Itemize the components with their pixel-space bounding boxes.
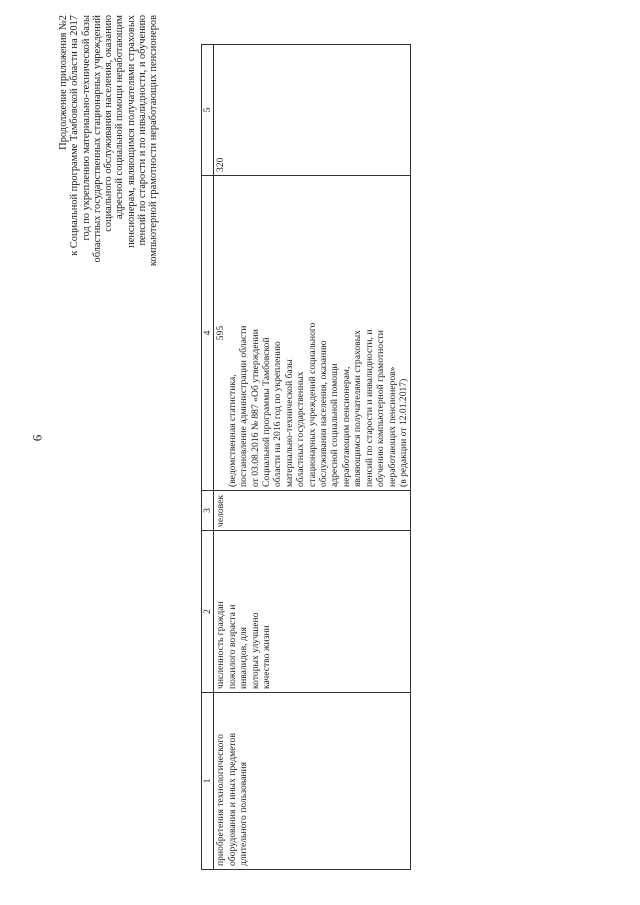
column-header: 5: [202, 45, 214, 176]
cell-line: качество жизни: [261, 625, 273, 689]
cell-line: длительного пользования: [238, 761, 250, 866]
appendix-heading: [58, 15, 160, 555]
cell-line: (в редакции от 12.01.2017): [397, 378, 409, 487]
column-header: 1: [202, 693, 214, 870]
cell-line: от 03.08.2016 № 887 «Об утверждении: [249, 329, 261, 487]
heading-line: социального обслуживания населения, оказанию: [103, 15, 115, 232]
heading-line: компьютерной грамотности неработающих пенсионеров: [148, 15, 160, 267]
column-header: 2: [202, 531, 214, 693]
cell-line: стационарных учреждений социального: [306, 322, 318, 487]
indicator-table: [201, 44, 411, 870]
cell-unit: человек: [214, 491, 411, 531]
heading-line: год по укреплению материально-технической базы: [80, 15, 92, 241]
cell-line: области на 2016 год по укреплению: [272, 341, 284, 487]
cell-target-value: 320: [214, 45, 411, 176]
cell-line: пожилого возраста и: [226, 604, 238, 689]
page-number: 6: [29, 434, 45, 442]
baseline-value: 595: [215, 325, 227, 341]
cell-line: пенсий по старости и инвалидности, и: [363, 329, 375, 487]
heading-line: пенсионерам, являющимся получателями страховых: [125, 15, 137, 248]
cell-event-description: [214, 693, 411, 870]
cell-baseline: [214, 176, 411, 491]
heading-line: адресной социальной помощи неработающим: [114, 15, 126, 219]
cell-line: Социальной программы Тамбовской: [261, 337, 273, 487]
heading-line: пенсий по старости и по инвалидности, и обучению: [137, 15, 149, 246]
cell-line: приобретения технологического: [215, 734, 227, 866]
cell-line: неработающих пенсионеров»: [386, 366, 398, 487]
rotated-sheet: [58, 15, 468, 870]
column-header: 4: [202, 176, 214, 491]
heading-line: Продолжение приложения №2: [58, 15, 69, 150]
table-row: [214, 45, 411, 870]
cell-line: материально-технической базы: [283, 359, 295, 487]
cell-line: неработающим пенсионерам,: [340, 366, 352, 487]
heading-line: областных государственных стационарных учреждений: [91, 15, 103, 263]
heading-line: к Социальной программе Тамбовской области на 2017: [69, 15, 81, 256]
cell-line: областных государственных: [295, 371, 307, 487]
cell-line: оборудования и иных предметов: [226, 733, 238, 866]
table-header-row: [202, 45, 214, 870]
cell-line: обучению компьютерной грамотности: [375, 330, 387, 487]
cell-line: (ведомственная статистика,: [226, 374, 238, 487]
cell-line: обслуживания населения, оказанию: [318, 340, 330, 487]
cell-line: численность граждан: [215, 601, 227, 689]
cell-line: постановление администрации области: [238, 325, 250, 487]
cell-line: которых улучшено: [249, 612, 261, 689]
cell-line: являющимся получателями страховых: [352, 330, 364, 487]
cell-line: адресной социальной помощи: [329, 363, 341, 487]
column-header: 3: [202, 491, 214, 531]
cell-line: инвалидов, для: [238, 626, 250, 689]
cell-indicator-name: [214, 531, 411, 693]
